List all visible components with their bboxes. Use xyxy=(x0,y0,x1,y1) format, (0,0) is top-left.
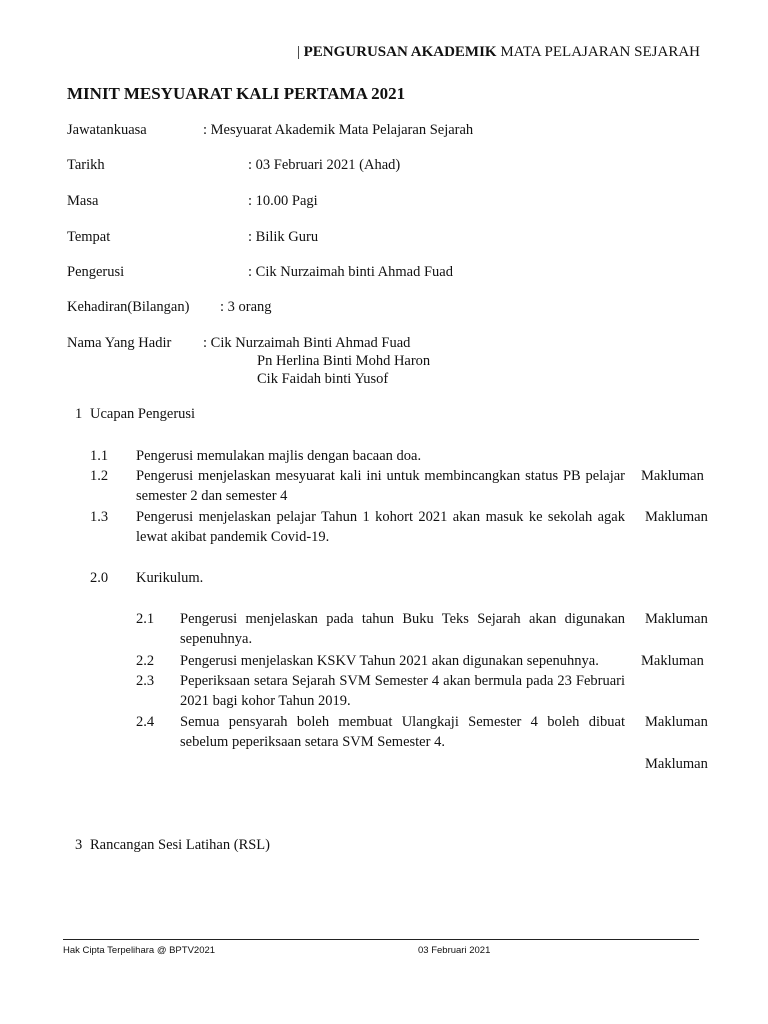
item-number: 1.1 xyxy=(90,448,109,464)
jawatankuasa-value: : Mesyuarat Akademik Mata Pelajaran Sejarah xyxy=(203,122,474,138)
item-number: 1.2 xyxy=(90,468,109,484)
tempat-label: Tempat xyxy=(67,229,111,245)
hadir-label: Nama Yang Hadir xyxy=(67,335,172,351)
item-number: 1.3 xyxy=(90,509,109,525)
footer-divider xyxy=(63,939,699,940)
section-number: 2.0 xyxy=(90,570,109,586)
item-text: Peperiksaan setara Sejarah SVM Semester 4 akan bermula pada 23 Februari 2021 bagi kohor Tahun 2019. xyxy=(180,673,625,709)
item-status: Makluman xyxy=(645,611,708,627)
masa-label: Masa xyxy=(67,193,99,209)
section-title: Kurikulum. xyxy=(136,570,204,586)
trailing-status: Makluman xyxy=(645,756,708,772)
section-title: Ucapan Pengerusi xyxy=(90,406,196,422)
item-text: Pengerusi menjelaskan mesyuarat kali ini untuk membincangkan status PB pelajar semester 2 dan semester 4 xyxy=(136,468,625,504)
tarikh-label: Tarikh xyxy=(67,157,105,173)
item-status: Makluman xyxy=(641,468,704,484)
pengerusi-label: Pengerusi xyxy=(67,264,125,280)
item-number: 2.1 xyxy=(136,611,155,627)
header-bar: | xyxy=(296,44,300,60)
section-number: 1 xyxy=(75,406,83,422)
hadir-name-2: Pn Herlina Binti Mohd Haron xyxy=(257,353,431,369)
pengerusi-value: : Cik Nurzaimah binti Ahmad Fuad xyxy=(248,264,453,280)
item-status: Makluman xyxy=(641,653,704,669)
section-number: 3 xyxy=(75,837,83,853)
tarikh-value: : 03 Februari 2021 (Ahad) xyxy=(248,157,401,173)
item-text: Pengerusi memulakan majlis dengan bacaan doa. xyxy=(136,448,422,464)
item-status: Makluman xyxy=(645,509,708,525)
item-text: Pengerusi menjelaskan pada tahun Buku Teks Sejarah akan digunakan sepenuhnya. xyxy=(180,611,625,647)
masa-value: : 10.00 Pagi xyxy=(248,193,318,209)
item-number: 2.3 xyxy=(136,673,155,689)
footer-copyright: Hak Cipta Terpelihara @ BPTV2021 xyxy=(63,945,216,956)
kehadiran-value: : 3 orang xyxy=(220,299,272,315)
kehadiran-label: Kehadiran(Bilangan) xyxy=(67,299,190,315)
item-text: Pengerusi menjelaskan KSKV Tahun 2021 akan digunakan sepenuhnya. xyxy=(180,653,599,669)
section-title: Rancangan Sesi Latihan (RSL) xyxy=(90,837,270,853)
footer-date: 03 Februari 2021 xyxy=(418,945,491,956)
header-bold: PENGURUSAN AKADEMIK xyxy=(303,44,497,60)
item-number: 2.2 xyxy=(136,653,155,669)
item-text: Semua pensyarah boleh membuat Ulangkaji Semester 4 boleh dibuat sebelum peperiksaan setara SVM Semester 4. xyxy=(180,714,625,750)
item-status: Makluman xyxy=(645,714,708,730)
header-rest: MATA PELAJARAN SEJARAH xyxy=(500,44,700,60)
running-header xyxy=(297,44,700,61)
tempat-value: : Bilik Guru xyxy=(248,229,319,245)
item-number: 2.4 xyxy=(136,714,155,730)
jawatankuasa-label: Jawatankuasa xyxy=(67,122,147,138)
document-title: MINIT MESYUARAT KALI PERTAMA 2021 xyxy=(67,84,406,103)
hadir-name-3: Cik Faidah binti Yusof xyxy=(257,371,389,387)
item-text: Pengerusi menjelaskan pelajar Tahun 1 kohort 2021 akan masuk ke sekolah agak lewat akibat pandemik Covid-19. xyxy=(136,509,625,545)
hadir-name-1: : Cik Nurzaimah Binti Ahmad Fuad xyxy=(203,335,411,351)
